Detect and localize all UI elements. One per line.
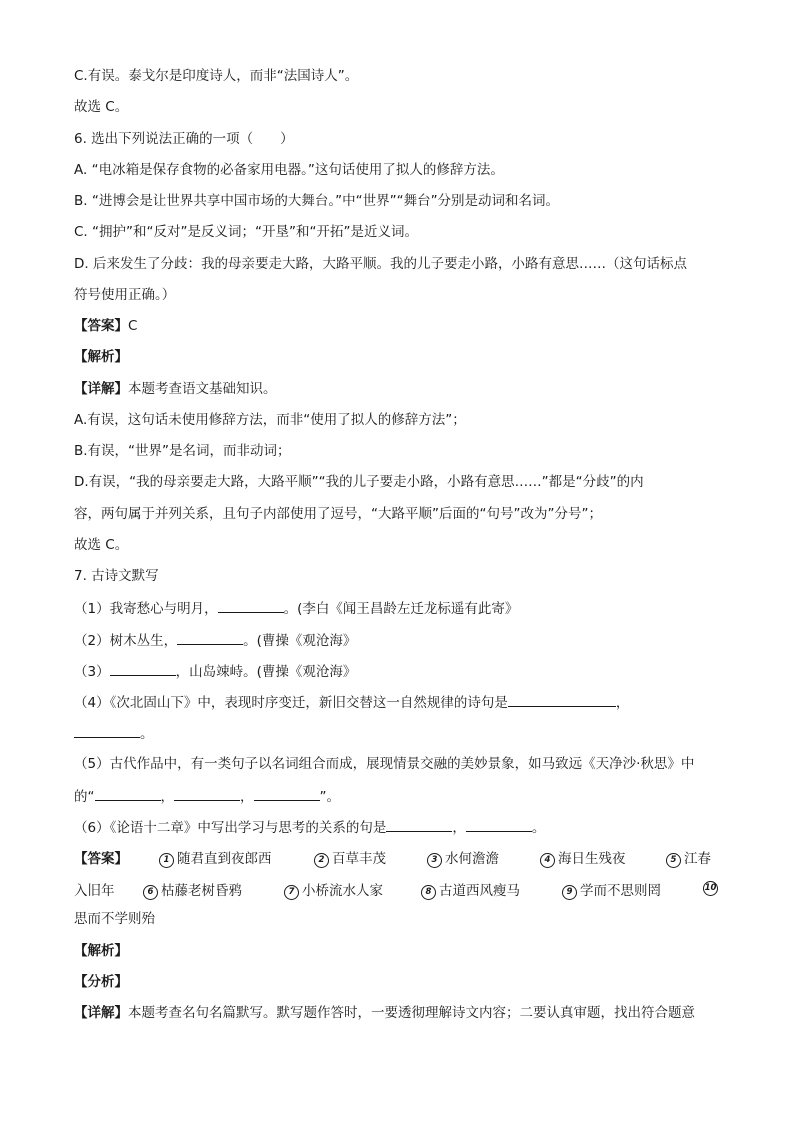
answer-item	[427, 847, 499, 868]
answer-text: 小桥流水人家	[302, 883, 383, 899]
answer-text: 海日生残夜	[558, 851, 626, 867]
blank-2	[177, 630, 243, 645]
item-4-comma: ，	[615, 695, 630, 711]
detail-7	[74, 1004, 695, 1022]
circled-number: 1	[159, 853, 174, 868]
detail-label: 【详解】	[74, 1005, 128, 1021]
answer-7-label: 【答案】	[74, 851, 128, 867]
analyze-7-label: 【分析】	[74, 974, 128, 990]
circled-number: 7	[284, 885, 299, 900]
answer-item	[421, 879, 520, 900]
item-4-end: 。	[140, 726, 154, 742]
answer-item	[703, 879, 721, 896]
question-6-stem: 6. 选出下列说法正确的一项（ ）	[74, 131, 294, 147]
item-2-prefix: （2）树木丛生，	[74, 633, 178, 649]
blank-4a	[508, 692, 616, 707]
item-1-suffix: 。(李白《闻王昌龄左迁龙标遥有此寄》	[283, 601, 519, 617]
question-6-option-a: A. “电冰箱是保存食物的必备家用电器。”这句话使用了拟人的修辞方法。	[74, 162, 504, 178]
answer-7-row-2	[74, 879, 724, 897]
answer-item	[666, 847, 711, 868]
blank-1	[218, 598, 284, 613]
item-5-suffix: ”。	[319, 789, 340, 805]
answer-6	[74, 317, 137, 335]
item-6-prefix: （6）《论语十二章》中写出学习与思考的关系的句是	[74, 820, 387, 836]
detail-label: 【详解】	[74, 381, 128, 397]
answer-text: 古道西风瘦马	[439, 883, 520, 899]
item-2-suffix: 。(曹操《观沧海》	[243, 633, 357, 649]
blank-3	[110, 661, 176, 676]
answer-text: 枯藤老树昏鸦	[161, 883, 242, 899]
item-3-prefix: （3）	[74, 664, 110, 680]
question-6-option-b: B. “进博会是让世界共享中国市场的大舞台。”中“世界”“舞台”分别是动词和名词。	[74, 193, 560, 209]
question-7-title: 7. 古诗文默写	[74, 568, 159, 584]
detail-text: 本题考查语文基础知识。	[128, 381, 277, 397]
answer-item	[540, 847, 626, 868]
item-4-prefix: （4）《次北固山下》中，表现时序变迁，新旧交替这一自然规律的诗句是	[74, 695, 508, 711]
question-7-item-5-line1: （5）古代作品中，有一类句子以名词组合而成，展现情景交融的美妙景象，如马致远《天净沙·秋思》中	[74, 756, 695, 772]
circled-number: 3	[427, 853, 442, 868]
item-3-suffix: ，山岛竦峙。(曹操《观沧海》	[175, 664, 357, 680]
answer-7-row	[74, 847, 724, 865]
question-7-item-1	[74, 598, 518, 618]
blank-5a	[95, 786, 161, 801]
answer-tail: 入旧年	[74, 883, 115, 899]
answer-text: 百草丰茂	[332, 851, 386, 867]
circled-number: 5	[666, 853, 681, 868]
choose-c-line: 故选 C。	[74, 99, 129, 115]
blank-5c	[254, 786, 320, 801]
analysis-6-label: 【解析】	[74, 349, 128, 365]
answer-value: C	[128, 318, 138, 334]
analysis-7-label: 【解析】	[74, 943, 128, 959]
question-7-item-4-cont	[74, 723, 154, 743]
answer-text: 水何澹澹	[445, 851, 499, 867]
item-6-sep: ，	[452, 820, 466, 836]
item-5-sep-1: ，	[160, 789, 174, 805]
option-c-explanation: C.有误。泰戈尔是印度诗人，而非“法国诗人”。	[74, 68, 359, 84]
item-1-prefix: （1）我寄愁心与明月，	[74, 601, 218, 617]
question-7-item-3	[74, 661, 356, 681]
answer-text: 学而不思则罔	[580, 883, 661, 899]
blank-5b	[174, 786, 240, 801]
answer-text: 江春	[684, 851, 711, 867]
question-7-item-5-line2	[74, 786, 340, 806]
circled-number: 10	[703, 881, 718, 896]
answer-item	[562, 879, 661, 900]
circled-number: 2	[314, 853, 329, 868]
item-6-suffix: 。	[531, 820, 546, 836]
detail-6	[74, 380, 277, 398]
detail-text: 本题考查名句名篇默写。默写题作答时，一要透彻理解诗文内容；二要认真审题，找出符合题意	[128, 1005, 695, 1021]
answer-text: 随君直到夜郎西	[177, 851, 272, 867]
answer-item	[314, 847, 386, 868]
answer-7-last: 思而不学则殆	[74, 911, 155, 927]
choose-c-line-2: 故选 C。	[74, 537, 129, 553]
circled-number: 6	[143, 885, 158, 900]
explanation-d-line2: 容，两句属于并列关系，且句子内部使用了逗号，“大路平顺”后面的“句号”改为”分号”；	[74, 506, 602, 522]
question-7-item-2	[74, 630, 356, 650]
answer-label: 【答案】	[74, 318, 128, 334]
explanation-b: B.有误，“世界”是名词，而非动词；	[74, 443, 291, 459]
explanation-a: A.有误，这句话未使用修辞方法，而非“使用了拟人的修辞方法”；	[74, 412, 466, 428]
circled-number: 8	[421, 885, 436, 900]
question-7-item-4	[74, 692, 629, 712]
circled-number: 4	[540, 853, 555, 868]
question-6-option-c: C. “拥护”和“反对”是反义词；“开垦”和“开拓”是近义词。	[74, 224, 418, 240]
item-5-sep-2: ，	[240, 789, 254, 805]
question-6-option-d-line2: 符号使用正确。）	[74, 287, 176, 303]
circled-number: 9	[562, 885, 577, 900]
blank-4b	[74, 723, 140, 738]
blank-6a	[386, 817, 452, 832]
answer-item	[159, 847, 272, 868]
question-7-item-6	[74, 817, 545, 837]
blank-6b	[466, 817, 532, 832]
question-6-option-d-line1: D. 后来发生了分歧：我的母亲要走大路，大路平顺。我的儿子要走小路，小路有意思……（这句话标点	[74, 256, 687, 272]
answer-item	[143, 879, 242, 900]
explanation-d-line1: D.有误，“我的母亲要走大路，大路平顺”“我的儿子要走小路，小路有意思……”都是“分歧”的内	[74, 474, 644, 490]
answer-item	[284, 879, 383, 900]
item-5-prefix: 的“	[74, 789, 95, 805]
